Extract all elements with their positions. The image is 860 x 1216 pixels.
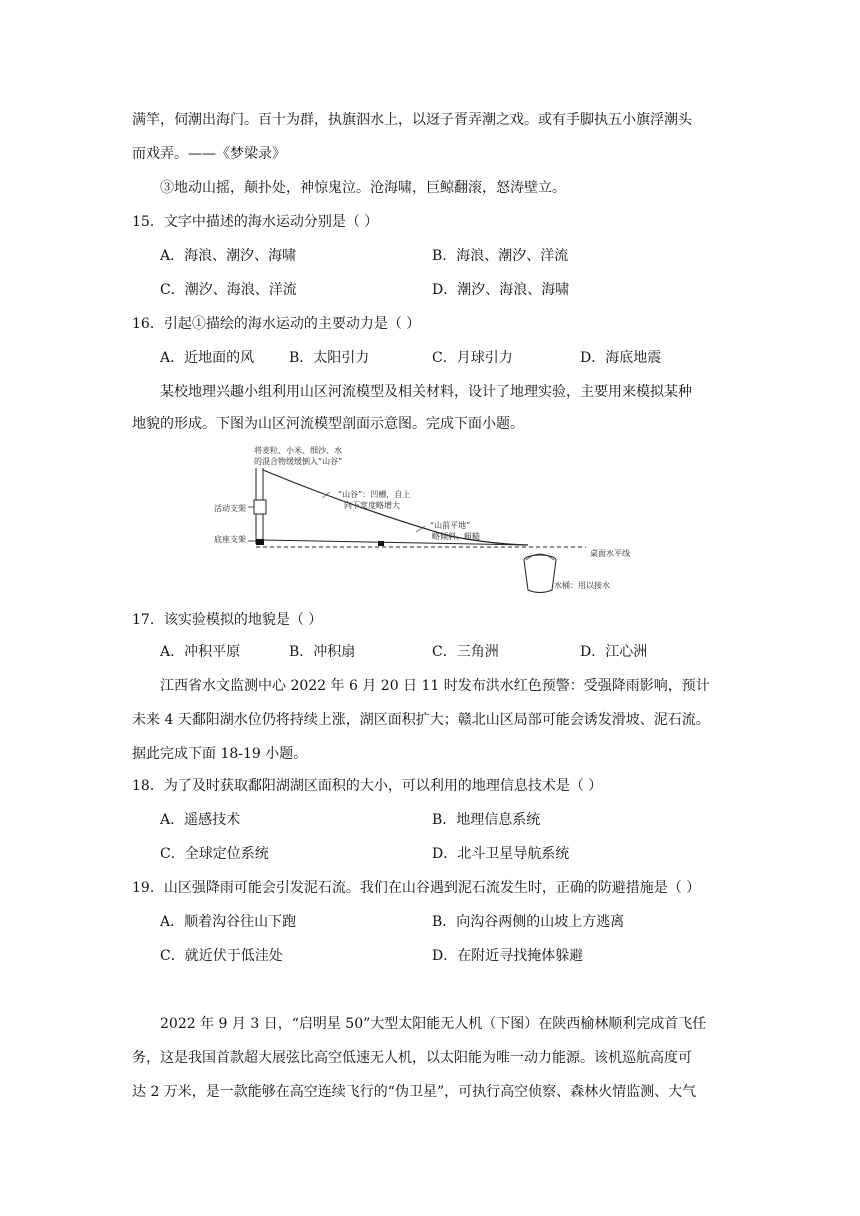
question-17-option-d: D．江心洲 [580, 644, 648, 660]
question-18-option-c: C．全球定位系统 [160, 846, 269, 862]
question-15-option-b: B．海浪、潮汐、洋流 [432, 248, 569, 264]
label-plain-2: 略倾斜、粗糙 [432, 532, 480, 541]
question-19-option-d: D．在附近寻找掩体躲避 [432, 948, 584, 964]
label-movable-support: 活动支架 [214, 504, 246, 513]
label-mixture-2: 的混合物缓缓倒入“山谷” [254, 457, 343, 466]
question-16-option-d: D．海底地震 [580, 350, 662, 366]
passage-flood-line-3: 据此完成下面 18-19 小题。 [132, 746, 308, 762]
question-19-stem: 19．山区强降雨可能会引发泥石流。我们在山谷遇到泥石流发生时，正确的防避措施是（ ） [132, 880, 701, 896]
question-19-option-a: A．顺着沟谷往山下跑 [160, 914, 297, 930]
question-15-option-c: C．潮汐、海浪、洋流 [160, 282, 297, 298]
question-17-option-c: C．三角洲 [432, 644, 499, 660]
label-bucket: 水桶：用以接水 [554, 581, 610, 590]
question-19-option-b: B．向沟谷两侧的山坡上方逃离 [432, 914, 625, 930]
passage-experiment-line-1: 某校地理兴趣小组利用山区河流模型及相关材料，设计了地理实验，主要用来模拟某种 [160, 384, 692, 400]
question-15-stem: 15．文字中描述的海水运动分别是（ ） [132, 214, 379, 230]
passage-intro-line-2: 而戏弄。——《梦梁录》 [132, 146, 286, 162]
label-base-support: 底座支架 [214, 535, 246, 544]
label-mixture-1: 将麦粒、小米、细沙、水 [254, 446, 342, 455]
passage-flood-line-1: 江西省水文监测中心 2022 年 6 月 20 日 11 时发布洪水红色预警：受强降雨影响，预计 [160, 678, 710, 694]
label-valley-2: 向下宽度略增大 [344, 501, 400, 510]
question-16-option-c: C．月球引力 [432, 350, 513, 366]
question-18-option-a: A．遥感技术 [160, 812, 241, 828]
passage-drone-line-3: 达 2 万米，是一款能够在高空连续飞行的“伪卫星”，可执行高空侦察、森林火情监测、大气 [132, 1084, 697, 1100]
question-18-stem: 18．为了及时获取鄱阳湖湖区面积的大小，可以利用的地理信息技术是（ ） [132, 778, 603, 794]
passage-flood-line-2: 未来 4 天鄱阳湖水位仍将持续上涨，湖区面积扩大；赣北山区局部可能会诱发滑坡、泥石流。 [132, 712, 710, 728]
passage-drone-line-2: 务，这是我国首款超大展弦比高空低速无人机，以太阳能为唯一动力能源。该机巡航高度可 [132, 1050, 692, 1066]
question-17-option-b: B．冲积扇 [289, 644, 356, 660]
question-17-option-a: A．冲积平原 [160, 644, 241, 660]
question-18-option-b: B．地理信息系统 [432, 812, 541, 828]
question-16-option-b: B．太阳引力 [289, 350, 370, 366]
label-table-level: 桌面水平线 [590, 549, 630, 558]
question-15-option-a: A．海浪、潮汐、海啸 [160, 248, 297, 264]
question-16-option-a: A．近地面的风 [160, 350, 255, 366]
base-block-left [256, 539, 264, 545]
question-19-option-c: C．就近伏于低洼处 [160, 948, 283, 964]
question-15-option-d: D．潮汐、海浪、海啸 [432, 282, 570, 298]
question-18-option-d: D．北斗卫星导航系统 [432, 846, 570, 862]
bucket-body [524, 560, 556, 593]
river-model-diagram [210, 440, 650, 600]
passage-intro-line-3: ③地动山摇，颠扑处，神惊鬼泣。沧海啸，巨鲸翻滚，怒涛壁立。 [160, 180, 566, 196]
question-16-stem: 16．引起①描绘的海水运动的主要动力是（ ） [132, 316, 421, 332]
label-plain-1: “山前平地” [430, 521, 471, 530]
movable-bracket [254, 500, 266, 514]
passage-experiment-line-2: 地貌的形成。下图为山区河流模型剖面示意图。完成下面小题。 [132, 416, 524, 432]
label-valley-1: “山谷”：凹槽，自上 [338, 490, 411, 499]
passage-intro-line-1: 满竿，伺潮出海门。百十为群，执旗泅水上，以迓子胥弄潮之戏。或有手脚执五小旗浮潮头 [132, 112, 692, 128]
question-17-stem: 17．该实验模拟的地貌是（ ） [132, 612, 323, 628]
passage-drone-line-1: 2022 年 9 月 3 日，“启明星 50”大型太阳能无人机（下图）在陕西榆林顺利完成首飞任 [160, 1016, 707, 1032]
